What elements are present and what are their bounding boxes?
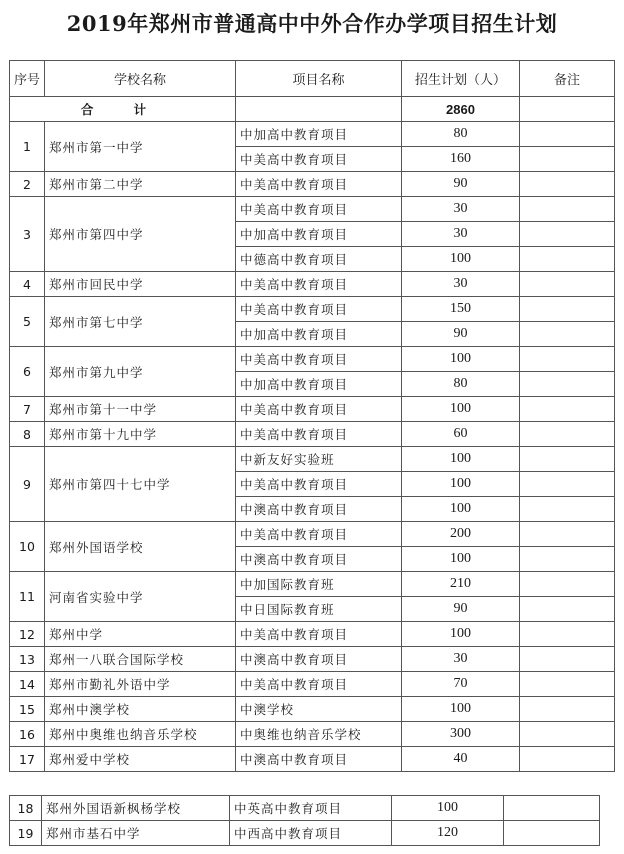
table-row: [10, 672, 615, 697]
table-row: [10, 796, 600, 821]
project-name-cell: 中新友好实验班: [236, 447, 402, 472]
school-name-cell: 郑州外国语学校: [45, 522, 236, 572]
seq-cell: 3: [10, 197, 45, 272]
note-cell: [520, 347, 615, 372]
total-label: 合 计: [10, 97, 236, 122]
note-cell: [520, 497, 615, 522]
plan-count-cell: 100: [402, 547, 520, 572]
note-cell: [520, 647, 615, 672]
school-name-cell: 郑州市第十一中学: [45, 397, 236, 422]
seq-cell: 12: [10, 622, 45, 647]
project-name-cell: 中美高中教育项目: [236, 172, 402, 197]
table-row: [10, 122, 615, 147]
school-name-cell: 郑州市第十九中学: [45, 422, 236, 447]
school-name-cell: 郑州中澳学校: [45, 697, 236, 722]
school-name-cell: 郑州市基石中学: [42, 821, 230, 846]
plan-count-cell: 100: [402, 472, 520, 497]
school-name-cell: 郑州市回民中学: [45, 272, 236, 297]
plan-count-cell: 100: [402, 622, 520, 647]
table-row: [10, 297, 615, 322]
project-name-cell: 中英高中教育项目: [230, 796, 392, 821]
note-cell: [520, 747, 615, 772]
plan-count-cell: 200: [402, 522, 520, 547]
project-name-cell: 中美高中教育项目: [236, 622, 402, 647]
header-plan: 招生计划（人）: [402, 61, 520, 97]
note-cell: [520, 572, 615, 597]
project-name-cell: 中澳高中教育项目: [236, 547, 402, 572]
plan-count-cell: 120: [392, 821, 504, 846]
plan-count-cell: 100: [402, 447, 520, 472]
note-cell: [504, 796, 600, 821]
plan-count-cell: 90: [402, 322, 520, 347]
project-name-cell: 中澳高中教育项目: [236, 747, 402, 772]
plan-count-cell: 30: [402, 222, 520, 247]
seq-cell: 14: [10, 672, 45, 697]
header-project: 项目名称: [236, 61, 402, 97]
seq-cell: 11: [10, 572, 45, 622]
enrollment-table-continued: [9, 795, 600, 846]
seq-cell: 17: [10, 747, 45, 772]
plan-count-cell: 210: [402, 572, 520, 597]
project-name-cell: 中美高中教育项目: [236, 522, 402, 547]
school-name-cell: 河南省实验中学: [45, 572, 236, 622]
note-cell: [520, 297, 615, 322]
plan-count-cell: 100: [402, 347, 520, 372]
header-school: 学校名称: [45, 61, 236, 97]
plan-count-cell: 30: [402, 647, 520, 672]
note-cell: [520, 397, 615, 422]
note-cell: [520, 622, 615, 647]
note-cell: [520, 222, 615, 247]
note-cell: [520, 272, 615, 297]
project-name-cell: 中日国际教育班: [236, 597, 402, 622]
seq-cell: 6: [10, 347, 45, 397]
note-cell: [520, 597, 615, 622]
project-name-cell: 中美高中教育项目: [236, 672, 402, 697]
project-name-cell: 中澳高中教育项目: [236, 497, 402, 522]
table-row: [10, 522, 615, 547]
enrollment-table: [9, 60, 615, 772]
plan-count-cell: 100: [392, 796, 504, 821]
project-name-cell: 中美高中教育项目: [236, 422, 402, 447]
plan-count-cell: 90: [402, 597, 520, 622]
table-row: [10, 197, 615, 222]
plan-count-cell: 100: [402, 497, 520, 522]
header-note: 备注: [520, 61, 615, 97]
table-row: [10, 422, 615, 447]
project-name-cell: 中美高中教育项目: [236, 147, 402, 172]
seq-cell: 5: [10, 297, 45, 347]
plan-count-cell: 100: [402, 397, 520, 422]
seq-cell: 15: [10, 697, 45, 722]
note-cell: [520, 197, 615, 222]
note-cell: [520, 722, 615, 747]
project-name-cell: 中美高中教育项目: [236, 397, 402, 422]
total-value: 2860: [402, 97, 520, 122]
plan-count-cell: 100: [402, 247, 520, 272]
project-name-cell: 中美高中教育项目: [236, 297, 402, 322]
table-row: [10, 622, 615, 647]
school-name-cell: 郑州市第九中学: [45, 347, 236, 397]
project-name-cell: 中美高中教育项目: [236, 197, 402, 222]
project-name-cell: 中奥维也纳音乐学校: [236, 722, 402, 747]
plan-count-cell: 300: [402, 722, 520, 747]
note-cell: [520, 122, 615, 147]
project-name-cell: 中德高中教育项目: [236, 247, 402, 272]
table-row: [10, 697, 615, 722]
project-name-cell: 中加高中教育项目: [236, 322, 402, 347]
plan-count-cell: 80: [402, 122, 520, 147]
table-row: [10, 647, 615, 672]
project-name-cell: 中加高中教育项目: [236, 122, 402, 147]
page-title: 2019年郑州市普通高中中外合作办学项目招生计划: [66, 11, 558, 36]
seq-cell: 1: [10, 122, 45, 172]
project-name-cell: 中加高中教育项目: [236, 372, 402, 397]
project-name-cell: 中西高中教育项目: [230, 821, 392, 846]
note-cell: [504, 821, 600, 846]
project-name-cell: 中加国际教育班: [236, 572, 402, 597]
project-name-cell: 中美高中教育项目: [236, 472, 402, 497]
seq-cell: 2: [10, 172, 45, 197]
seq-cell: 9: [10, 447, 45, 522]
school-name-cell: 郑州市第四中学: [45, 197, 236, 272]
school-name-cell: 郑州外国语新枫杨学校: [42, 796, 230, 821]
project-name-cell: 中澳高中教育项目: [236, 647, 402, 672]
table-row: [10, 747, 615, 772]
seq-cell: 10: [10, 522, 45, 572]
total-note-cell: [520, 97, 615, 122]
school-name-cell: 郑州一八联合国际学校: [45, 647, 236, 672]
seq-cell: 13: [10, 647, 45, 672]
project-name-cell: 中美高中教育项目: [236, 272, 402, 297]
header-seq: 序号: [10, 61, 45, 97]
school-name-cell: 郑州市第七中学: [45, 297, 236, 347]
plan-count-cell: 60: [402, 422, 520, 447]
school-name-cell: 郑州市第二中学: [45, 172, 236, 197]
plan-count-cell: 40: [402, 747, 520, 772]
table-row: [10, 347, 615, 372]
note-cell: [520, 547, 615, 572]
seq-cell: 16: [10, 722, 45, 747]
plan-count-cell: 100: [402, 697, 520, 722]
table-row: [10, 447, 615, 472]
project-name-cell: 中澳学校: [236, 697, 402, 722]
plan-count-cell: 30: [402, 197, 520, 222]
note-cell: [520, 447, 615, 472]
note-cell: [520, 172, 615, 197]
note-cell: [520, 522, 615, 547]
seq-cell: 18: [10, 796, 42, 821]
school-name-cell: 郑州市第四十七中学: [45, 447, 236, 522]
plan-count-cell: 70: [402, 672, 520, 697]
school-name-cell: 郑州中奥维也纳音乐学校: [45, 722, 236, 747]
table-row: [10, 722, 615, 747]
plan-count-cell: 80: [402, 372, 520, 397]
note-cell: [520, 372, 615, 397]
seq-cell: 8: [10, 422, 45, 447]
note-cell: [520, 422, 615, 447]
table-row: [10, 272, 615, 297]
note-cell: [520, 247, 615, 272]
note-cell: [520, 472, 615, 497]
plan-count-cell: 30: [402, 272, 520, 297]
school-name-cell: 郑州中学: [45, 622, 236, 647]
header-row: [10, 61, 615, 97]
total-row: [10, 97, 615, 122]
table-row: [10, 572, 615, 597]
plan-count-cell: 160: [402, 147, 520, 172]
note-cell: [520, 147, 615, 172]
seq-cell: 4: [10, 272, 45, 297]
school-name-cell: 郑州市第一中学: [45, 122, 236, 172]
school-name-cell: 郑州爱中学校: [45, 747, 236, 772]
note-cell: [520, 322, 615, 347]
project-name-cell: 中加高中教育项目: [236, 222, 402, 247]
project-name-cell: 中美高中教育项目: [236, 347, 402, 372]
plan-count-cell: 90: [402, 172, 520, 197]
table-row: [10, 397, 615, 422]
plan-count-cell: 150: [402, 297, 520, 322]
note-cell: [520, 672, 615, 697]
seq-cell: 19: [10, 821, 42, 846]
table-row: [10, 821, 600, 846]
seq-cell: 7: [10, 397, 45, 422]
total-project-cell: [236, 97, 402, 122]
school-name-cell: 郑州市勤礼外语中学: [45, 672, 236, 697]
note-cell: [520, 697, 615, 722]
table-row: [10, 172, 615, 197]
